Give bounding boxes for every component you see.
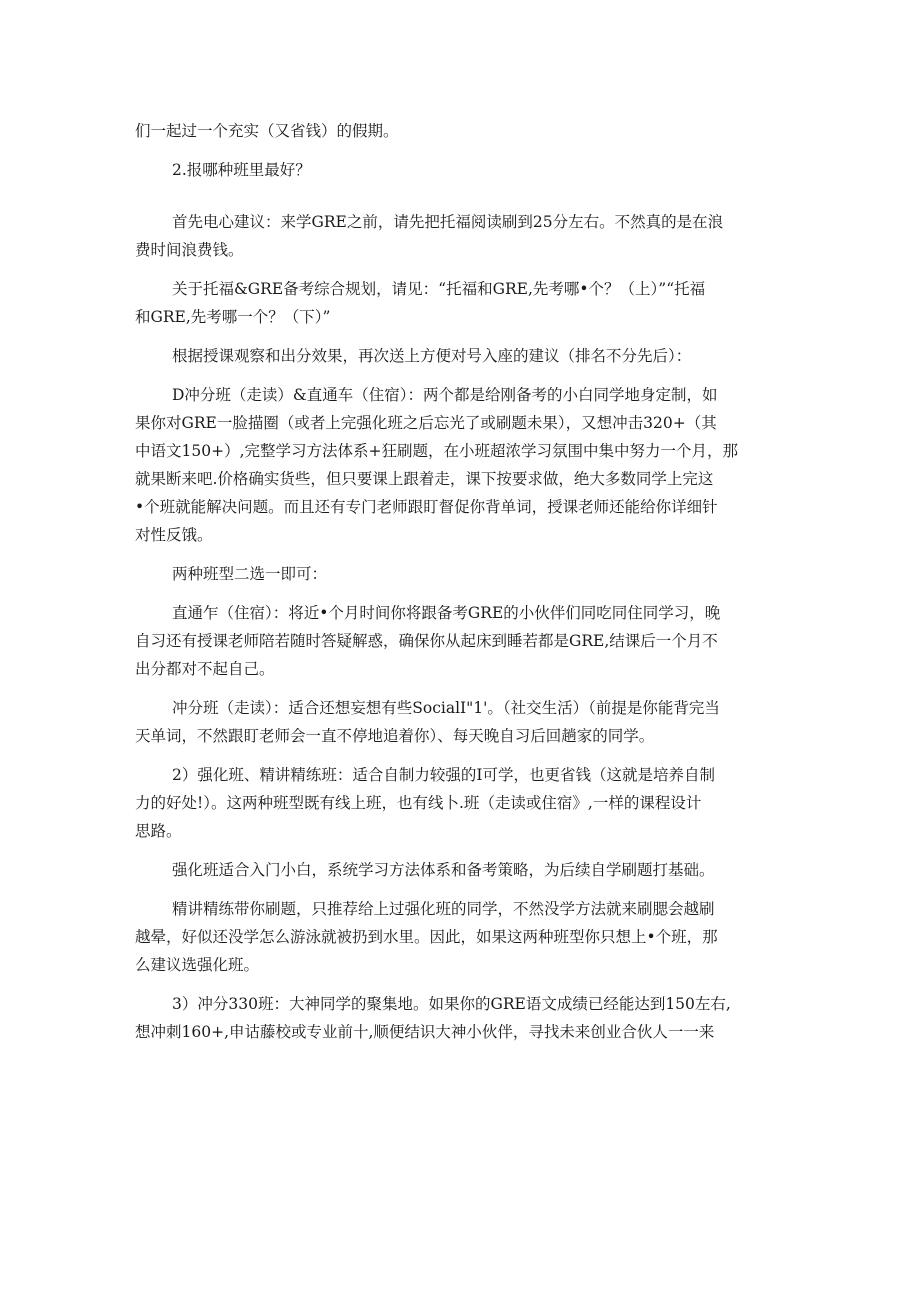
section-heading: 2.报哪种班里最好？: [172, 161, 311, 179]
text-line: D冲分班（走读）&直通车（住宿）：两个都是给刚备考的小白同学地身定制，如: [172, 386, 718, 404]
text-line: 天单词，不然跟盯老师会一直不停地追着你）、每天晚自习后回趟家的同学。: [135, 727, 655, 745]
text-line: 果你对GRE一脸描圈（或者上完强化班之后忘光了或刷题未果），又想冲击320+（其: [135, 414, 717, 432]
text-line: 2）强化班、精讲精练班：适合自制力较强的I可学，也更省钱（这就是培养自制: [172, 766, 715, 784]
text-line: 出分都对不起自己。: [135, 660, 275, 678]
text-line: 中语文150+）,完整学习方法体系+狂刷题，在小班超浓学习氛围中集中努力一个月，那: [135, 442, 738, 460]
text-line: 两种班型二选一即可：: [172, 565, 328, 583]
text-line: 越晕，好似还没学怎么游泳就被扔到水里。因此，如果这两种班型你只想上•个班，那: [135, 928, 718, 946]
text-line: 费时间浪费钱。: [135, 241, 244, 259]
text-line: 强化班适合入门小白，系统学习方法体系和备考策略，为后续自学刷题打基础。: [172, 861, 715, 879]
text-line: 对性反饿。: [135, 526, 213, 544]
text-line: 直通乍（住宿）：将近•个月时间你将跟备考GRE的小伙伴们同吃同住同学习，晚: [172, 604, 721, 622]
text-line: 思路。: [135, 822, 182, 840]
text-line: 力的好处!）。这两种班型既有线上班，也有线卜.班（走读或住宿》,一样的课程设计: [135, 794, 702, 812]
text-line: •个班就能解决问题。而且还有专门老师跟盯督促你背单词，授课老师还能给你详细针: [135, 498, 718, 516]
text-line: 么建议选强化班。: [135, 956, 260, 974]
text-line: 和GRE,先考哪一个？（下）”: [135, 308, 331, 326]
text-line: 首先电心建议：来学GRE之前，请先把托福阅读刷到25分左右。不然真的是在浪: [172, 213, 724, 231]
text-line: 就果断来吧.价格确实货些，但只要课上跟着走，课下按要求做，绝大多数同学上完这: [135, 470, 714, 488]
text-line: 冲分班（走读）：适合还想妄想有些SocialI"1'。（社交生活）（前提是你能背完当: [172, 699, 720, 717]
document-body: [135, 117, 775, 1046]
text-line: 精讲精练带你刷题，只推荐给上过强化班的同学，不然没学方法就来刷腮会越刷: [172, 900, 715, 918]
text-line: 3）冲分330班：大神同学的聚集地。如果你的GRE语文成绩已经能达到150左右,: [172, 995, 731, 1013]
text-line: 想冲刺160+,申诂藤校或专业前十,顺便结识大神小伙伴，寻找未来创业合伙人一一来: [135, 1023, 715, 1041]
text-line: 根据授课观察和出分效果，再次送上方便对号入座的建议（排名不分先后）：: [172, 347, 692, 365]
text-line: 关于托福&GRE备考综合规划，请见：“托福和GRE,先考哪•个？（上）”“托福: [172, 280, 706, 298]
text-line: 们一起过一个充实（又省钱）的假期。: [135, 122, 399, 140]
text-line: 自习还有授课老师陪若随时答疑解惑，确保你从起床到睡若都是GRE,结课后一个月不: [135, 632, 718, 650]
